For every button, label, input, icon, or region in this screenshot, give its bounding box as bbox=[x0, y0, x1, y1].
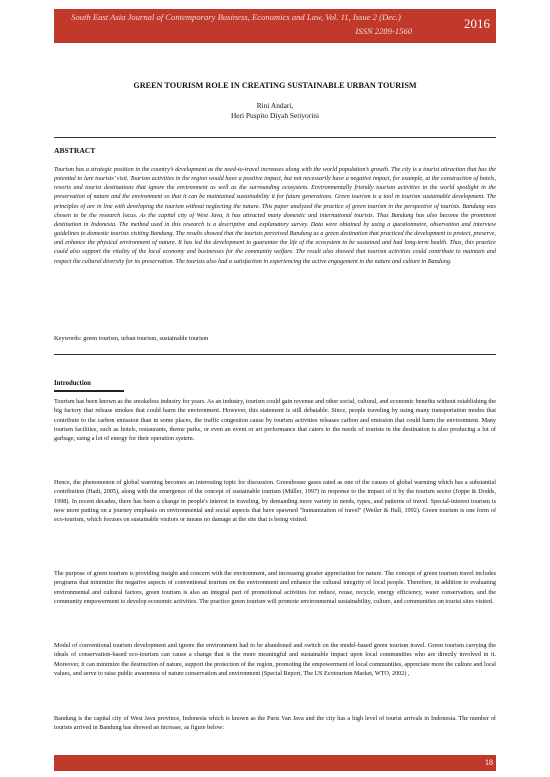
journal-name: South East Asia Journal of Contemporary Business, Economics and Law, Vol. 11, Issue 2 (Dec.) bbox=[71, 12, 401, 22]
page-number: 18 bbox=[485, 758, 493, 767]
paragraph-1: Tourism has been known as the smokeless industry for years. As an industry, tourism could gain revenue and other social, cultural, and economic benefits without establishing the big factory that release smokes that could harm the environment. However, this statement is still debatable. Since, people traveling by using many transportation modes that contribute to the carbon emission than in some places, the traffic congestion cause by tourism activities releases carbon and emission that could harm the environment. Many tourism facilities, such as hotels, restaurants, theme parks, or even an event or art performance that caters to the needs of tourists in the destination is also producing a lot of garbage, using a lot of energy for their operation system. bbox=[54, 398, 496, 442]
divider-bottom bbox=[54, 354, 496, 355]
journal-year: 2016 bbox=[464, 16, 490, 31]
author-1: Rini Andari, bbox=[256, 101, 294, 110]
heading-underline bbox=[54, 390, 124, 392]
paragraph-5: Bandung is the capital city of West Java province, Indonesia which is known as the Paris Van Java and the city has a high level of tourist arrivals in Indonesia. The number of tourists arrived in Bandung has showed an increase, as figure below: bbox=[54, 715, 496, 732]
author-2: Heri Puspito Diyah Setiyorini bbox=[230, 111, 320, 120]
paragraph-2: Hence, the phenomenon of global warming becomes an interesting topic for discussion. Greenhouse gases rated as one of the causes of global warming which has a substantial contribution (Hadi, 2005), along with the emergence of the concept of sustainable tourism (Müller, 1997) in response to the impact of it by the tourism sector (Joppe & Dodds, 1998). In recent decades, there has been a change in people's interest in traveling, by demanding more variety in needs, types, and patterns of travel. Special-interest tourism is now more putting on a journey emphasis on environmental and social aspects that have spawned "humanization of travel" (Weiler & Hall, 1992). Green tourism is one form of eco-tourism, which focuses on sustainable visitors or means no damage at the site that is being visited. bbox=[54, 479, 496, 523]
section-heading-introduction: Introduction bbox=[54, 380, 91, 387]
journal-issn: ISSN 2289-1560 bbox=[355, 26, 412, 36]
paragraph-4: Model of conventional tourism development and ignore the environment had to be abandoned and switch on the model-based green tourism travel. Green tourism carrying the ideals of conservation-based eco-tourism can cause a change that is the more meaningful and sustainable impact upon local communities who are directly involved in it. Moreover, it can minimize the destruction of nature, support the protection of the region, promoting the empowerment of local communities, appreciate more the culture and local values, and serve to raise public awareness of nature conservation and environment (Special Report, The US Ecotourism Market, WTO, 2002) , bbox=[54, 642, 496, 677]
abstract-heading: ABSTRACT bbox=[54, 146, 96, 155]
divider-top bbox=[54, 137, 496, 138]
paper-title: GREEN TOURISM ROLE IN CREATING SUSTAINABLE URBAN TOURISM bbox=[133, 81, 417, 90]
paragraph-3: The purpose of green tourism is providing insight and concern with the environment, and increasing greater appreciation for nature. The concept of green tourism travel includes programs that minimize the negative aspects of conventional tourism on the environment and enhance the cultural integrity of local people. Therefore, in addition to evaluating environmental and cultural factors, green tourism is also an integral part of promotional activities for reduce, reuse, recycle, energy efficiency, water conservation, and the community empowerment to develop economic activities. The practice green tourism will promote environmental sustainability, culture, and communities on tourist sites visited. bbox=[54, 570, 496, 605]
abstract-text: Tourism has a strategic position in the country’s development as the need-to-travel increases along with the world population’s growth. The city is a tourist attraction that has the potential to lure tourists’ visit. Tourism activities in the region would have a positive impact, but not necessarily have a negative impact, for example, at the construction of hotels, resorts and tourist destinations that ignore the environment as well as the surrounding ecosystem. Environmentally friendly tourism activities in the world spotlight in the preservation of nature and the environment so that it can be maintained sustainability it for future generations. Green tourism is a tool in tourism sustainable development. The principles of are in line with developing the tourism without neglecting the nature. This paper analyzed the practice of green tourism in the perspective of tourists. Bandung was chosen to be the research locus. As the capital city of West Java, it has attracted many domestic and international tourists. Thus Bandung has also become the prominent destination in Indonesia. The method used in this research is a descriptive and explanatory survey. Data were obtained by using a questionnaire, observation and interview guidelines to domestic tourists visiting Bandung. The results showed that the tourists perceived Bandung as a green destination that practiced the development to protect, preserve, and enhance the physical environment of nature. It has led the development to guarantee the life of the ecosystem to be sustained and had long-term health. Thus, this practice could also support the vitality of the local economy and businesses for the community welfare. The result also showed that tourism activities could contribute to maintain and respect the cultural diversity for its preservation. The tourists also had a satisfaction in experiencing the active engagement in the nature and culture in Bandung. bbox=[54, 167, 496, 265]
keywords: Keywords: green tourism, urban tourism, sustainable tourism bbox=[54, 335, 209, 342]
